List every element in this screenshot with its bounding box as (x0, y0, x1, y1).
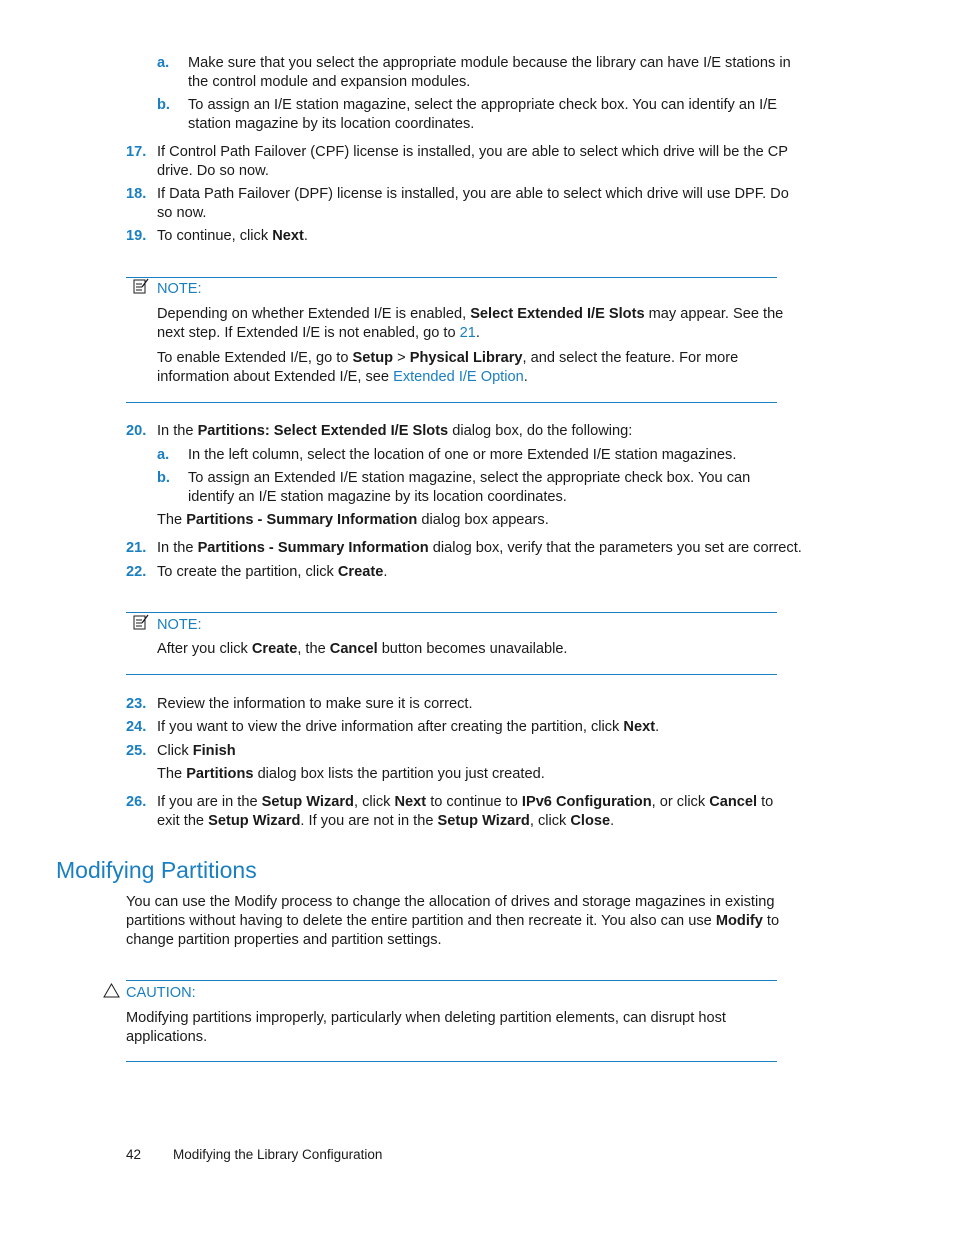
step-number: 23. (126, 696, 147, 712)
step-text: If Control Path Failover (CPF) license is installed, you are able to select which drive will be the CP drive. Do so now. (157, 144, 788, 179)
step-link[interactable]: 21 (459, 325, 476, 341)
step-number: 24. (126, 719, 147, 735)
caution-top-rule (126, 980, 777, 981)
step-result: The Partitions dialog box lists the partition you just created. (157, 766, 545, 782)
page-number: 42 (126, 1147, 142, 1162)
step-text: To create the partition, click Create. (157, 564, 388, 580)
section-paragraph: You can use the Modify process to change the allocation of drives and storage magazines in existing partitions without having to delete the entire partition and then recreate it. You also can use Modify to change partition properties and partition settings. (126, 894, 780, 948)
step-text: In the Partitions: Select Extended I/E Slots dialog box, do the following: (157, 423, 633, 439)
step-number: 19. (126, 228, 147, 244)
step-number: 18. (126, 186, 147, 202)
step-text: In the Partitions - Summary Information dialog box, verify that the parameters you set are correct. (157, 540, 802, 556)
caution-label: CAUTION: (126, 985, 196, 1001)
note-bottom-rule (126, 674, 777, 675)
step-number: 22. (126, 564, 147, 580)
substep-text: In the left column, select the location of one or more Extended I/E station magazines. (188, 447, 737, 463)
note-top-rule (126, 277, 777, 278)
substep-text: Make sure that you select the appropriate module because the library can have I/E stations in the control module and expansion modules. (188, 55, 791, 90)
note-pad-icon (133, 278, 149, 295)
note-bottom-rule (126, 402, 777, 403)
substep-text: To assign an Extended I/E station magazine, select the appropriate check box. You can identify an I/E station magazine by its location coordinates. (188, 470, 751, 505)
substep-marker: b. (157, 97, 170, 113)
note-paragraph: To enable Extended I/E, go to Setup > Physical Library, and select the feature. For more information about Extended I/E, see Extended I/E Option. (157, 350, 739, 385)
substep-marker: a. (157, 55, 170, 71)
substep-marker: a. (157, 447, 170, 463)
step-text: Review the information to make sure it is correct. (157, 696, 473, 712)
note-label: NOTE: (157, 281, 202, 297)
extended-ie-option-link[interactable]: Extended I/E Option (393, 369, 524, 385)
note-pad-icon (133, 614, 149, 631)
note-paragraph: Depending on whether Extended I/E is enabled, Select Extended I/E Slots may appear. See the next step. If Extended I/E is not enabled, go to 21. (157, 306, 784, 341)
step-number: 26. (126, 794, 147, 810)
step-number: 17. (126, 144, 147, 160)
caution-bottom-rule (126, 1061, 777, 1062)
footer-title: Modifying the Library Configuration (173, 1147, 383, 1162)
step-result: The Partitions - Summary Information dialog box appears. (157, 512, 549, 528)
caution-text: Modifying partitions improperly, particularly when deleting partition elements, can disrupt host applications. (126, 1010, 726, 1045)
substep-marker: b. (157, 470, 170, 486)
step-number: 25. (126, 743, 147, 759)
section-heading: Modifying Partitions (56, 857, 257, 883)
step-number: 20. (126, 423, 147, 439)
step-text: If Data Path Failover (DPF) license is installed, you are able to select which drive will use DPF. Do so now. (157, 186, 789, 221)
step-text: If you are in the Setup Wizard, click Next to continue to IPv6 Configuration, or click Cancel to exit the Setup Wizard. If you are not in the Setup Wizard, click Close. (157, 794, 774, 829)
step-text: If you want to view the drive information after creating the partition, click Next. (157, 719, 660, 735)
caution-triangle-icon (103, 983, 120, 998)
note-top-rule (126, 612, 777, 613)
step-text: Click Finish (157, 743, 236, 759)
step-text: To continue, click Next. (157, 228, 308, 244)
note-paragraph: After you click Create, the Cancel button becomes unavailable. (157, 641, 568, 657)
substep-text: To assign an I/E station magazine, select the appropriate check box. You can identify an I/E station magazine by its location coordinates. (188, 97, 777, 132)
note-label: NOTE: (157, 617, 202, 633)
step-number: 21. (126, 540, 147, 556)
